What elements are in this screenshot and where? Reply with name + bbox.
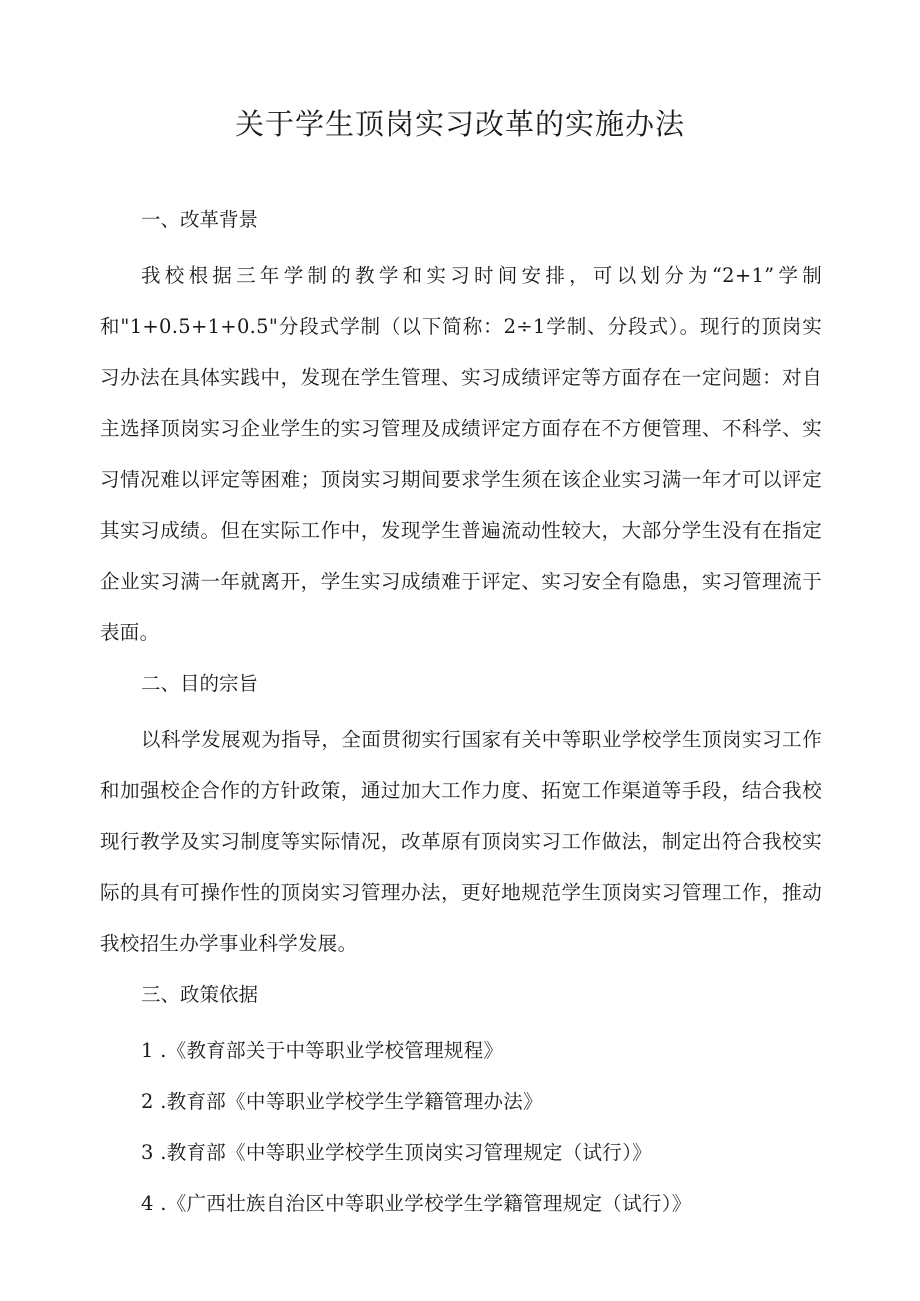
list-item: 4 .《广西壮族自治区中等职业学校学生学籍管理规定（试行）》 [141, 1192, 692, 1215]
section-heading: 二、目的宗旨 [141, 672, 259, 695]
section-purpose [100, 662, 822, 969]
section-heading: 三、政策依据 [141, 983, 259, 1006]
list-item: 1 .《教育部关于中等职业学校管理规程》 [141, 1039, 504, 1062]
list-item: 3 .教育部《中等职业学校学生顶岗实习管理规定（试行）》 [141, 1141, 652, 1164]
section-paragraph: 以科学发展观为指导，全面贯彻实行国家有关中等职业学校学生顶岗实习工作和加强校企合作的方针政策，通过加大工作力度、拓宽工作渠道等手段，结合我校现行教学及实习制度等实际情况，改革原有顶岗实习工作做法，制定出符合我校实际的具有可操作性的顶岗实习管理办法，更好地规范学生顶岗实习管理工作，推动我校招生办学事业科学发展。 [100, 728, 822, 955]
document-title: 关于学生顶岗实习改革的实施办法 [234, 107, 685, 141]
section-reform-background [100, 198, 822, 658]
list-item: 2 .教育部《中等职业学校学生学籍管理办法》 [141, 1090, 543, 1113]
document-body [100, 198, 822, 1229]
section-heading: 一、改革背景 [141, 208, 259, 231]
section-policy-basis [100, 973, 822, 1229]
section-paragraph: 我校根据三年学制的教学和实习时间安排，可以划分为“2+1”学制和"1+0.5+1+0.5"分段式学制（以下简称：2÷1学制、分段式）。现行的顶岗实习办法在具体实践中，发现在学生管理、实习成绩评定等方面存在一定问题：对自主选择顶岗实习企业学生的实习管理及成绩评定方面存在不方便管理、不科学、实习情况难以评定等困难；顶岗实习期间要求学生须在该企业实习满一年才可以评定其实习成绩。但在实际工作中，发现学生普遍流动性较大，大部分学生没有在指定企业实习满一年就离开，学生实习成绩难于评定、实习安全有隐患，实习管理流于表面。 [100, 264, 822, 644]
